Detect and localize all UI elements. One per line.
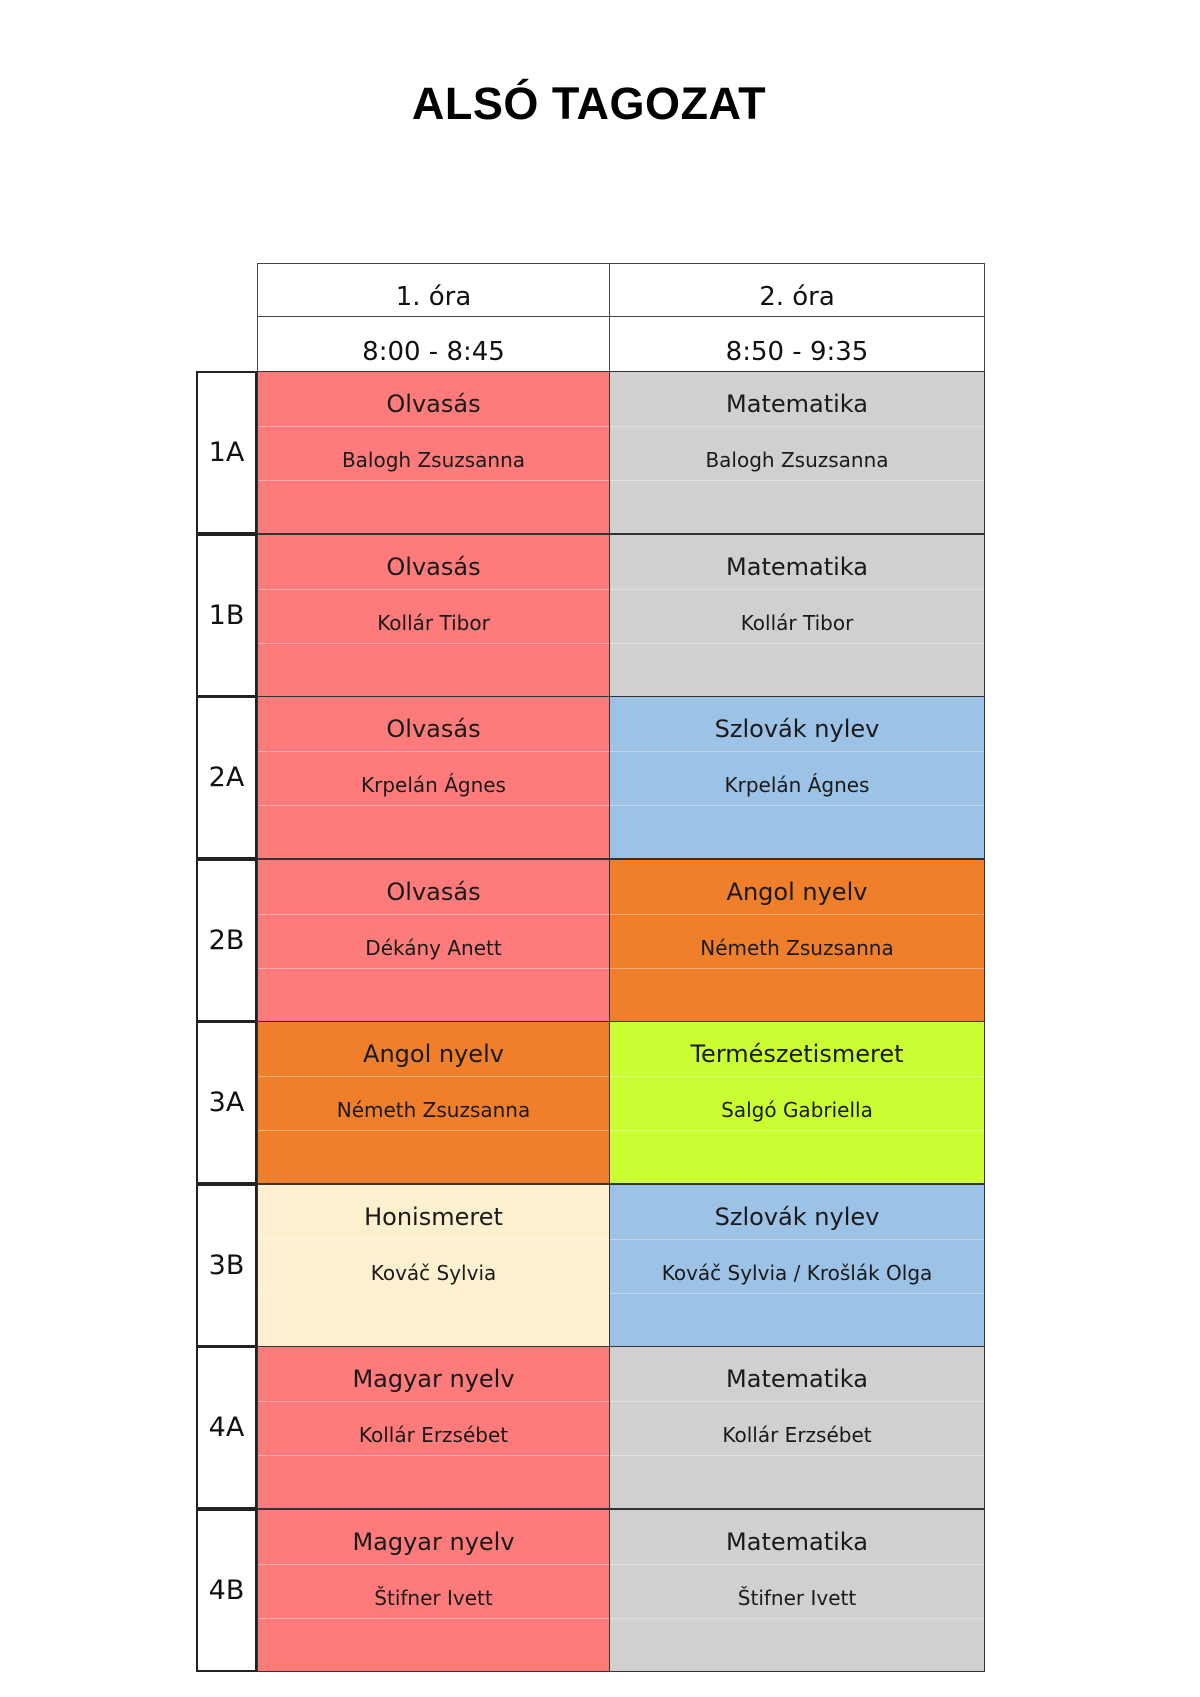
subject-name: Szlovák nylev [714, 715, 880, 743]
cell-band-divider [258, 1618, 609, 1619]
cell-band-divider [258, 426, 609, 427]
teacher-name: Krpelán Ágnes [724, 773, 870, 797]
cell-band-divider [258, 1130, 609, 1131]
cell-band-divider [258, 480, 609, 481]
cell-band-divider [610, 751, 984, 752]
subject-name: Magyar nyelv [352, 1528, 515, 1556]
subject-name: Olvasás [386, 390, 481, 418]
subject-name: Magyar nyelv [352, 1365, 515, 1393]
period-1-time: 8:00 - 8:45 [362, 337, 505, 367]
cell-band-divider [610, 426, 984, 427]
cell-band-divider [258, 751, 609, 752]
cell-band-divider [610, 1293, 984, 1294]
cell-band-divider [610, 589, 984, 590]
period-1-time-cell [257, 316, 610, 372]
lesson-cell [257, 1021, 610, 1184]
teacher-name: Kollár Erzsébet [358, 1423, 509, 1447]
cell-band-divider [258, 1564, 609, 1565]
lesson-cell [257, 1346, 610, 1509]
period-2-time-cell [609, 316, 985, 372]
cell-band-divider [610, 1618, 984, 1619]
subject-name: Olvasás [386, 878, 481, 906]
subject-name: Angol nyelv [726, 878, 868, 906]
class-label: 2B [196, 859, 257, 1022]
lesson-cell [609, 371, 985, 534]
cell-band-divider [258, 1293, 609, 1294]
teacher-name: Balogh Zsuzsanna [705, 448, 889, 472]
lesson-cell [609, 859, 985, 1022]
cell-band-divider [610, 914, 984, 915]
period-2-label: 2. óra [759, 282, 835, 312]
class-label: 3A [196, 1021, 257, 1184]
teacher-name: Kováč Sylvia / Krošlák Olga [661, 1261, 933, 1285]
subject-name: Matematika [726, 553, 868, 581]
cell-band-divider [258, 1401, 609, 1402]
cell-band-divider [258, 643, 609, 644]
class-label: 4A [196, 1346, 257, 1509]
teacher-name: Németh Zsuzsanna [336, 1098, 531, 1122]
class-label: 3B [196, 1184, 257, 1347]
teacher-name: Salgó Gabriella [721, 1098, 873, 1122]
cell-band-divider [610, 1455, 984, 1456]
cell-band-divider [258, 1455, 609, 1456]
cell-band-divider [610, 1401, 984, 1402]
lesson-cell [257, 1509, 610, 1672]
lesson-cell [257, 534, 610, 697]
period-2-label-cell [609, 263, 985, 317]
cell-band-divider [610, 1564, 984, 1565]
cell-band-divider [610, 1239, 984, 1240]
subject-name: Angol nyelv [363, 1040, 504, 1068]
page-title: ALSÓ TAGOZAT [411, 78, 767, 129]
subject-name: Honismeret [364, 1203, 503, 1231]
teacher-name: Kollár Tibor [740, 611, 854, 635]
lesson-cell [609, 1509, 985, 1672]
teacher-name: Krpelán Ágnes [361, 773, 506, 797]
cell-band-divider [610, 968, 984, 969]
teacher-name: Dékány Anett [365, 936, 502, 960]
lesson-cell [609, 1346, 985, 1509]
subject-name: Matematika [726, 1365, 868, 1393]
cell-band-divider [258, 805, 609, 806]
teacher-name: Kollár Tibor [377, 611, 490, 635]
cell-band-divider [610, 643, 984, 644]
class-label: 1B [196, 534, 257, 697]
lesson-cell [609, 696, 985, 859]
subject-name: Olvasás [386, 553, 481, 581]
teacher-name: Németh Zsuzsanna [700, 936, 894, 960]
period-1-label-cell [257, 263, 610, 317]
period-1-label: 1. óra [395, 282, 472, 312]
cell-band-divider [258, 1239, 609, 1240]
class-label: 1A [196, 371, 257, 534]
cell-band-divider [258, 1076, 609, 1077]
lesson-cell [257, 859, 610, 1022]
period-2-time: 8:50 - 9:35 [725, 337, 869, 367]
subject-name: Matematika [726, 1528, 868, 1556]
lesson-cell [257, 1184, 610, 1347]
class-label: 2A [196, 696, 257, 859]
lesson-cell [257, 696, 610, 859]
teacher-name: Štifner Ivett [374, 1586, 493, 1610]
subject-name: Szlovák nylev [714, 1203, 880, 1231]
cell-band-divider [258, 914, 609, 915]
teacher-name: Kollár Erzsébet [722, 1423, 872, 1447]
cell-band-divider [610, 1076, 984, 1077]
subject-name: Természetismeret [690, 1040, 904, 1068]
cell-band-divider [610, 805, 984, 806]
teacher-name: Balogh Zsuzsanna [341, 448, 526, 472]
subject-name: Olvasás [386, 715, 481, 743]
lesson-cell [609, 534, 985, 697]
class-label: 4B [196, 1509, 257, 1672]
lesson-cell [609, 1184, 985, 1347]
teacher-name: Kováč Sylvia [370, 1261, 497, 1285]
cell-band-divider [258, 589, 609, 590]
cell-band-divider [258, 968, 609, 969]
cell-band-divider [610, 480, 984, 481]
teacher-name: Štifner Ivett [737, 1586, 857, 1610]
lesson-cell [257, 371, 610, 534]
subject-name: Matematika [726, 390, 868, 418]
lesson-cell [609, 1021, 985, 1184]
cell-band-divider [610, 1130, 984, 1131]
